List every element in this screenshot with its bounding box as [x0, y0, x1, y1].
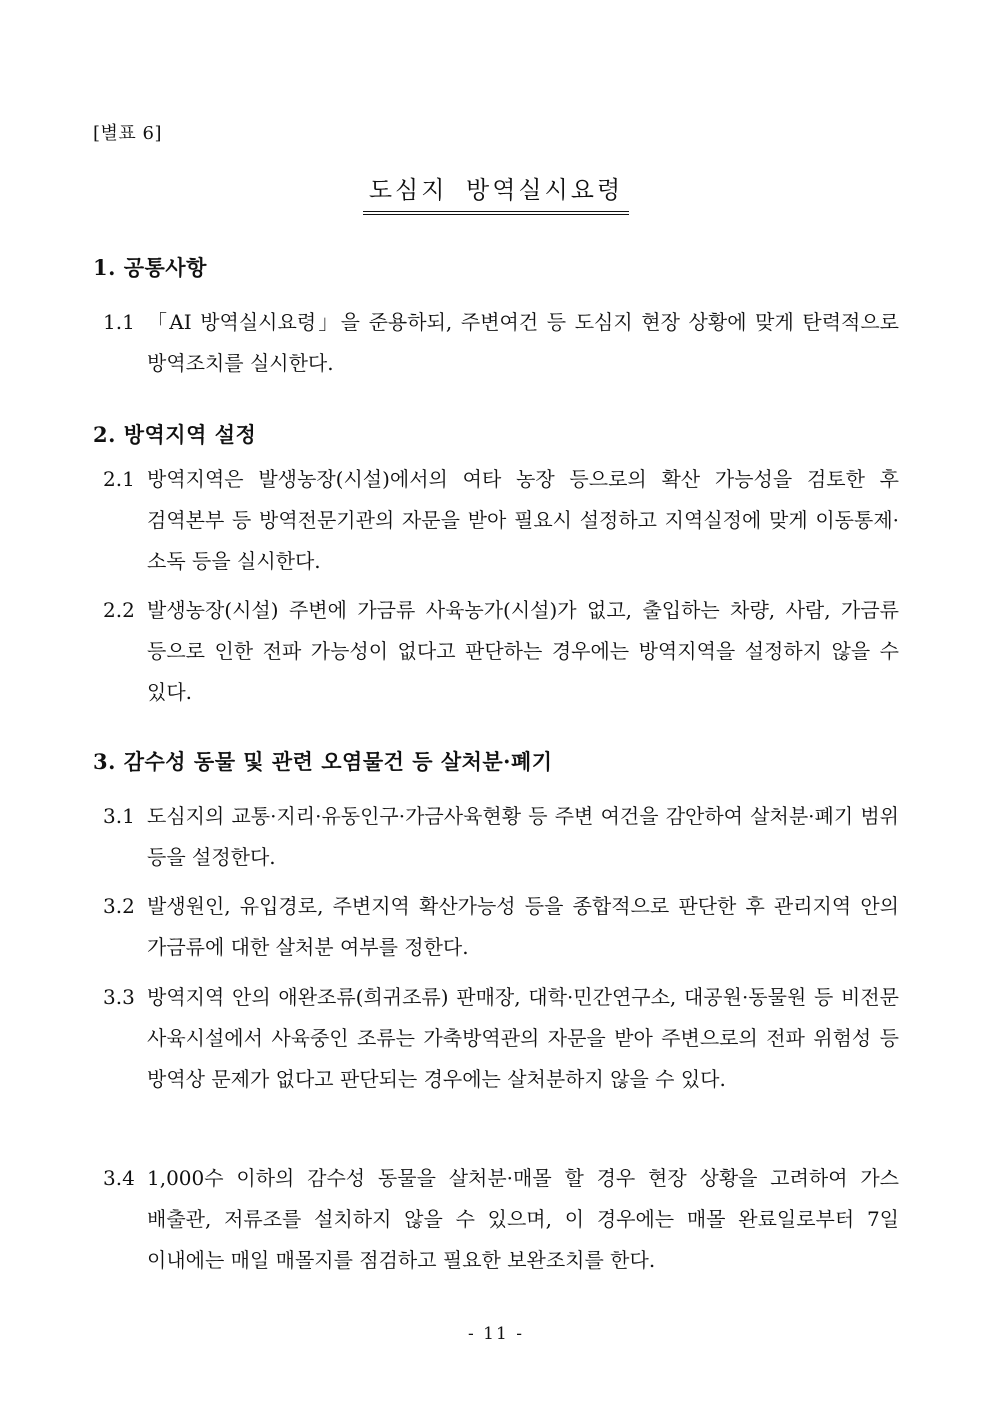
clause-number: 2.1 — [103, 467, 135, 491]
clause-3-1 — [103, 796, 899, 878]
clause-text: 방역지역은 발생농장(시설)에서의 여타 농장 등으로의 확산 가능성을 검토한 후 검역본부 등 방역전문기관의 자문을 받아 필요시 설정하고 지역실정에 맞게 이동통제·소독 등을 실시한다. — [147, 467, 899, 573]
clause-1-1 — [103, 302, 899, 384]
section-heading-zone-setting: 2. 방역지역 설정 — [93, 422, 257, 447]
clause-3-2 — [103, 886, 899, 968]
clause-text: 도심지의 교통·지리·유동인구·가금사육현황 등 주변 여건을 감안하여 살처분·폐기 범위 등을 설정한다. — [147, 804, 899, 869]
page-number: - 11 - — [468, 1324, 524, 1344]
clause-text: 「AI 방역실시요령」을 준용하되, 주변여건 등 도심지 현장 상황에 맞게 탄력적으로 방역조치를 실시한다. — [147, 310, 899, 375]
clause-number: 2.2 — [103, 598, 135, 622]
clause-3-4 — [103, 1158, 899, 1281]
clause-number: 3.3 — [103, 985, 135, 1009]
clause-text: 방역지역 안의 애완조류(희귀조류) 판매장, 대학·민간연구소, 대공원·동물원 등 비전문 사육시설에서 사육중인 조류는 가축방역관의 자문을 받아 주변으로의 전파 위험성 등 방역상 문제가 없다고 판단되는 경우에는 살처분하지 않을 수 있다. — [147, 985, 899, 1091]
attachment-label: [별표 6] — [93, 123, 162, 144]
clause-number: 3.1 — [103, 804, 135, 828]
clause-3-3 — [103, 977, 899, 1100]
section-heading-culling: 3. 감수성 동물 및 관련 오염물건 등 살처분·폐기 — [93, 749, 553, 774]
section-heading-common: 1. 공통사항 — [93, 255, 207, 280]
clause-text: 1,000수 이하의 감수성 동물을 살처분·매몰 할 경우 현장 상황을 고려하여 가스 배출관, 저류조를 설치하지 않을 수 있으며, 이 경우에는 매몰 완료일로부터 7일 이내에는 매일 매몰지를 점검하고 필요한 보완조치를 한다. — [147, 1166, 899, 1272]
clause-number: 3.2 — [103, 894, 135, 918]
document-title: 도심지 방역실시요령 — [363, 170, 629, 215]
clause-number: 3.4 — [103, 1166, 135, 1190]
title-block — [0, 170, 992, 215]
clause-2-1 — [103, 459, 899, 582]
clause-text: 발생농장(시설) 주변에 가금류 사육농가(시설)가 없고, 출입하는 차량, 사람, 가금류 등으로 인한 전파 가능성이 없다고 판단하는 경우에는 방역지역을 설정하지 않을 수 있다. — [147, 598, 899, 704]
clause-2-2 — [103, 590, 899, 713]
clause-text: 발생원인, 유입경로, 주변지역 확산가능성 등을 종합적으로 판단한 후 관리지역 안의 가금류에 대한 살처분 여부를 정한다. — [147, 894, 899, 959]
clause-number: 1.1 — [103, 310, 135, 334]
